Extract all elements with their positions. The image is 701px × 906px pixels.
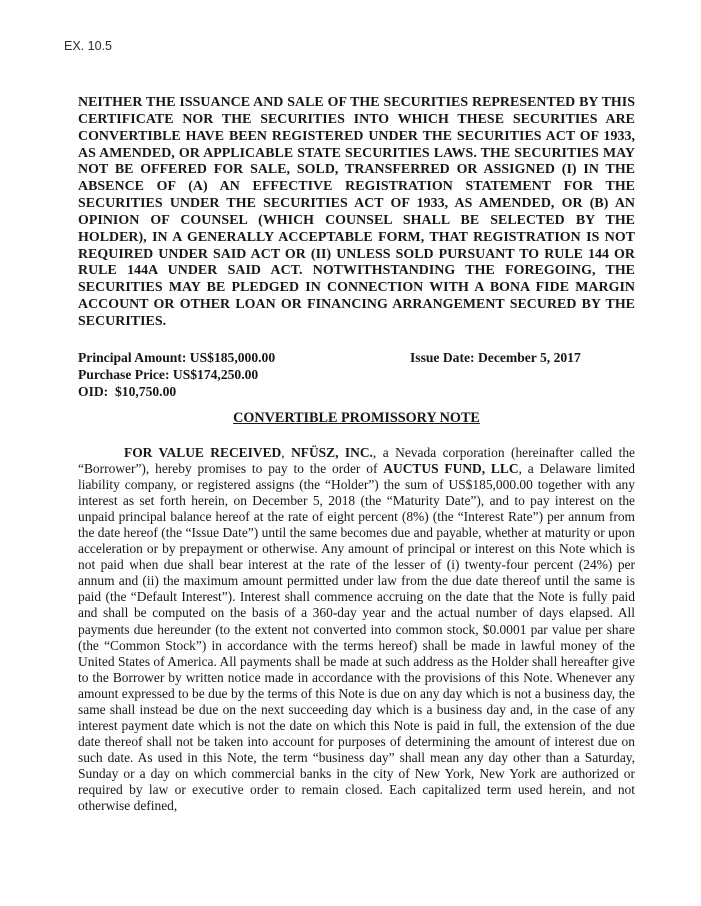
body-segment-for-value-received: FOR VALUE RECEIVED — [124, 445, 282, 460]
body-segment-borrower-description: , a Nevada corporation (hereinafter called the “Borrower”), hereby promises to pay to the order of — [78, 445, 636, 477]
securities-legend-paragraph: NEITHER THE ISSUANCE AND SALE OF THE SECURITIES REPRESENTED BY THIS CERTIFICATE NOR THE SECURITIES INTO WHICH THESE SECURITIES ARE CONVERTIBLE HAVE BEEN REGISTERED UNDER THE SECURITIES ACT OF 1933, AS AMENDED, OR APPLICABLE STATE SECURITIES LAWS. THE SECURITIES MAY NOT BE OFFERED FOR SALE, SOLD, TRANSFERRED OR ASSIGNED (I) IN THE ABSENCE OF (A) AN EFFECTIVE REGISTRATION STATEMENT FOR THE SECURITIES UNDER THE SECURITIES ACT OF 1933, AS AMENDED, OR (B) AN OPINION OF COUNSEL (WHICH COUNSEL SHALL BE SELECTED BY THE HOLDER), IN A GENERALLY ACCEPTABLE FORM, THAT REGISTRATION IS NOT REQUIRED UNDER SAID ACT OR (II) UNLESS SOLD PURSUANT TO RULE 144 OR RULE 144A UNDER SAID ACT. NOTWITHSTANDING THE FOREGOING, THE SECURITIES MAY BE PLEDGED IN CONNECTION WITH A BONA FIDE MARGIN ACCOUNT OR OTHER LOAN OR FINANCING ARRANGEMENT SECURED BY THE SECURITIES. — [78, 95, 635, 329]
body-segment-holder-name: AUCTUS FUND, LLC — [383, 461, 519, 477]
oid-line: OID: $10,750.00 — [78, 384, 177, 400]
note-body-paragraph — [78, 445, 635, 814]
purchase-price-line: Purchase Price: US$174,250.00 — [78, 367, 259, 383]
note-terms-block — [78, 349, 635, 401]
issue-date-line: Issue Date: December 5, 2017 — [410, 350, 581, 365]
body-segment-borrower-name: NFÜSZ, INC. — [291, 445, 373, 460]
note-title — [78, 410, 635, 427]
note-title-text: CONVERTIBLE PROMISSORY NOTE — [233, 410, 480, 426]
body-segment-separator-1: , — [281, 445, 292, 460]
principal-amount-line: Principal Amount: US$185,000.00 — [78, 350, 276, 365]
exhibit-number-label: EX. 10.5 — [64, 39, 112, 53]
body-segment-remainder: , a Delaware limited liability company, or registered assigns (the “Holder”) the sum of US$185,000.00 together with any interest as set forth herein, on December 5, 2018 (the “Maturity Date”), and to pay interest on the unpaid principal balance hereof at the rate of eight percent (8%) (the “Interest Rate”) per annum from the date hereof (the “Issue Date”) until the same becomes due and payable, whether at maturity or upon acceleration or by prepayment or otherwise. Any amount of principal or interest on this Note which is not paid when due shall bear interest at the rate of the lesser of (i) twenty-four percent (24%) per annum and (ii) the maximum amount permitted under law from the due date thereof until the same is paid (the “Default Interest”). Interest shall commence accruing on the date that the Note is fully paid and shall be computed on the basis of a 360-day year and the actual number of days elapsed. All payments due hereunder (to the extent not converted into common stock, $0.0001 par value per share (the “Common Stock”) in accordance with the terms hereof) shall be made in lawful money of the United States of America. All payments shall be made at such address as the Holder shall hereafter give to the Borrower by written notice made in accordance with the provisions of this Note. Whenever any amount expressed to be due by the terms of this Note is due on any day which is not a business day, the same shall instead be due on the next succeeding day which is a business day and, in the case of any interest payment date which is not the date on which this Note is paid in full, the extension of the due date thereof shall not be taken into account for purposes of determining the amount of interest due on such date. As used in this Note, the term “business day” shall mean any day other than a Saturday, Sunday or a day on which commercial banks in the city of New York, New York are authorized or required by law or executive order to remain closed. Each capitalized term used herein, and not otherwise defined, — [78, 461, 636, 814]
